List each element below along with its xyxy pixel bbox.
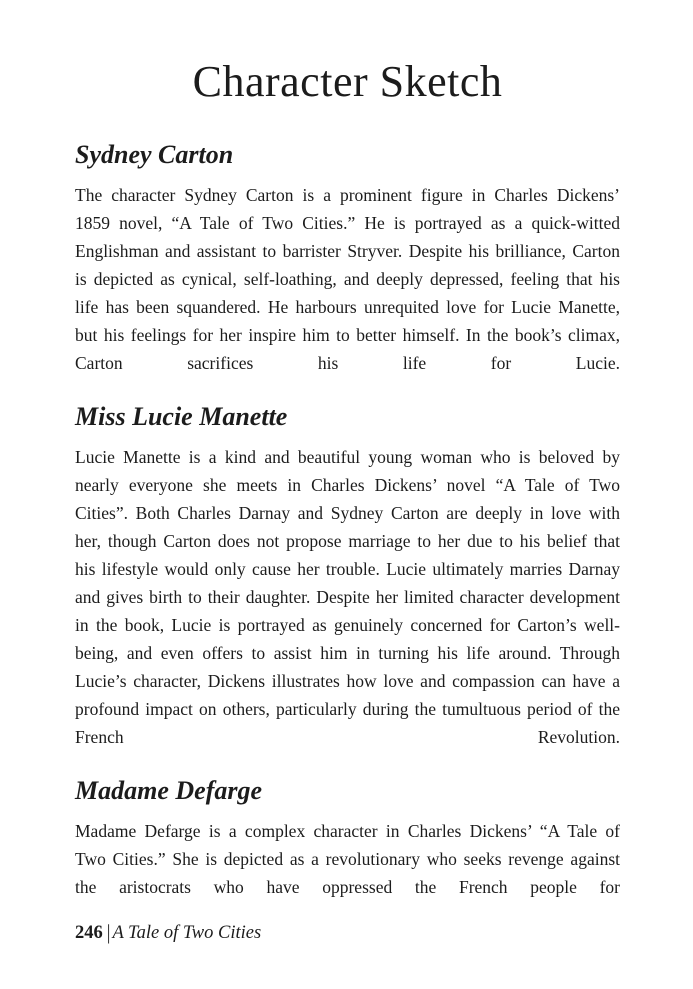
section-heading-lucie-manette: Miss Lucie Manette bbox=[75, 401, 288, 431]
page-title: Character Sketch bbox=[192, 57, 503, 106]
section-madame-defarge bbox=[75, 773, 620, 901]
section-lucie-manette bbox=[75, 399, 620, 751]
section-heading-madame-defarge: Madame Defarge bbox=[75, 775, 263, 805]
section-body-sydney-carton: The character Sydney Carton is a prominent figure in Charles Dickens’ 1859 novel, “A Tale of Two Cities.” He is portrayed as a quick-witted Englishman and assistant to barrister Stryver. Despite his brilliance, Carton is depicted as cynical, self-loathing, and deeply depressed, feeling that his life has been squandered. He harbours unrequited love for Lucie Manette, but his feelings for her inspire him to better himself. In the book’s climax, Carton sacrifices his life for Lucie. bbox=[75, 184, 620, 373]
section-body-madame-defarge: Madame Defarge is a complex character in Charles Dickens’ “A Tale of Two Cities.” She is depicted as a revolutionary who seeks revenge against the aristocrats who have oppressed the French people for bbox=[75, 820, 620, 897]
section-sydney-carton bbox=[75, 137, 620, 377]
footer-separator: | bbox=[106, 921, 111, 945]
page-footer bbox=[75, 921, 261, 945]
section-body-lucie-manette: Lucie Manette is a kind and beautiful young woman who is beloved by nearly everyone she meets in Charles Dickens’ novel “A Tale of Two Cities”. Both Charles Darnay and Sydney Carton are deeply in love with her, though Carton does not propose marriage to her due to his belief that his lifestyle would only cause her trouble. Lucie ultimately marries Darnay and gives birth to their daughter. Despite her limited character development in the book, Lucie is portrayed as genuinely concerned for Carton’s well-being, and even offers to assist him in turning his life around. Through Lucie’s character, Dickens illustrates how love and compassion can have a profound impact on others, particularly during the tumultuous period of the French Revolution. bbox=[75, 446, 620, 747]
footer-book-title: A Tale of Two Cities bbox=[112, 923, 262, 943]
section-heading-sydney-carton: Sydney Carton bbox=[75, 139, 234, 169]
footer-page-number: 246 bbox=[75, 923, 103, 943]
